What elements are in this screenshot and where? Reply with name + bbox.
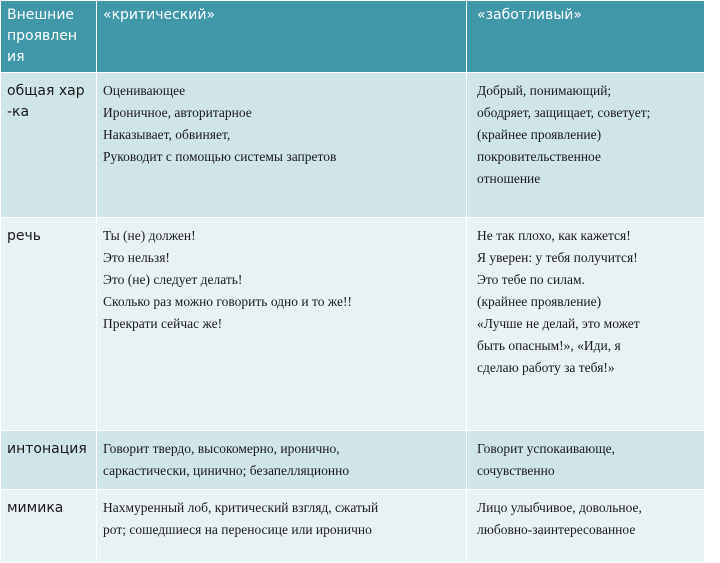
text-line: «Лучше не делай, это может — [477, 316, 640, 331]
text-line: Нахмуренный лоб, критический взгляд, сжатый — [103, 500, 379, 515]
text-line: (крайнее проявление) — [477, 294, 602, 309]
critical-cell — [97, 490, 467, 563]
label-line: -ка — [7, 104, 30, 120]
text-line: ободряет, защищает, советует; — [477, 105, 651, 120]
text-line: Добрый, понимающий; — [477, 83, 612, 98]
text-line: Я уверен: у тебя получится! — [477, 250, 638, 265]
text-line: Говорит твердо, высокомерно, иронично, — [103, 441, 340, 456]
text-line: быть опасным!», «Иди, я — [477, 338, 621, 353]
header-col-caring: «заботливый» — [467, 1, 705, 73]
text-line: Наказывает, обвиняет, — [103, 127, 231, 142]
table-row-intonation — [1, 431, 705, 490]
table-row-speech — [1, 218, 705, 431]
text-line: саркастически, цинично; безапелляционно — [103, 463, 350, 478]
row-label — [1, 490, 97, 563]
caring-cell — [467, 431, 705, 490]
text-line: сделаю работу за тебя!» — [477, 360, 615, 375]
text-line: (крайнее проявление) — [477, 127, 602, 142]
text-line: отношение — [477, 171, 541, 186]
page-margin — [704, 0, 720, 540]
table-row-facial-expression — [1, 490, 705, 563]
text-line: Ироничное, авторитарное — [103, 105, 252, 120]
header-line: проявлен — [7, 28, 77, 44]
text-line: покровительственное — [477, 149, 601, 164]
critical-cell — [97, 73, 467, 218]
caring-cell — [467, 218, 705, 431]
label-line: речь — [7, 228, 42, 244]
text-line: Сколько раз можно говорить одно и то же!! — [103, 294, 352, 309]
caring-cell — [467, 73, 705, 218]
header-col-manifestations — [1, 1, 97, 73]
text-line: любовно-заинтересованное — [477, 522, 636, 537]
text-line: Лицо улыбчивое, довольное, — [477, 500, 642, 515]
text-line: сочувственно — [477, 463, 555, 478]
table-row-general — [1, 73, 705, 218]
row-label — [1, 431, 97, 490]
text-line: Это тебе по силам. — [477, 272, 585, 287]
text-line: Говорит успокаивающе, — [477, 441, 615, 456]
text-line: Это (не) следует делать! — [103, 272, 243, 287]
row-label — [1, 218, 97, 431]
text-line: рот; сошедшиеся на переносице или иронично — [103, 522, 372, 537]
text-line: Оценивающее — [103, 83, 186, 98]
header-row — [1, 1, 705, 73]
critical-cell — [97, 218, 467, 431]
critical-cell — [97, 431, 467, 490]
text-line: Это нельзя! — [103, 250, 170, 265]
row-label — [1, 73, 97, 218]
header-line: ия — [7, 49, 25, 65]
text-line: Не так плохо, как кажется! — [477, 228, 631, 243]
label-line: мимика — [7, 500, 64, 516]
text-line: Ты (не) должен! — [103, 228, 196, 243]
label-line: общая хар — [7, 83, 85, 99]
label-line: интонация — [7, 441, 87, 457]
text-line: Прекрати сейчас же! — [103, 316, 223, 331]
caring-cell — [467, 490, 705, 563]
header-col-critical: «критический» — [97, 1, 467, 73]
text-line: Руководит с помощью системы запретов — [103, 149, 337, 164]
header-line: Внешние — [7, 7, 75, 23]
